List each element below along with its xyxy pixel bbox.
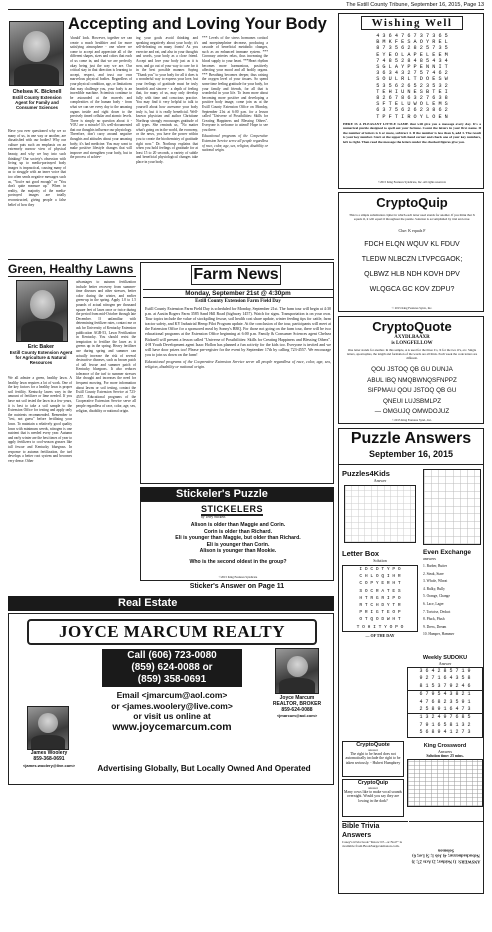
wishing-well-credit: ©2015 King Features Syndicate, Inc. All rights reserved. [377,180,447,184]
agent-email: <james.woolery@live.com> [22,762,76,768]
letter-row: I D C D T Y P O [359,567,401,572]
of-the-day: — OF THE DAY [365,632,395,638]
stickler-logo: STICKELERS [201,504,264,514]
crossword-answers-label: Answers [438,749,452,754]
letter-row: C H L O Q I H R [359,574,401,580]
even-answer: 3. Whole, Wheat [423,579,448,584]
stickler-answer-line: Sticker's Answer on Page 11 [189,583,285,590]
real-estate-ad [8,613,334,785]
cryptoquip-intro: This is a simple substitution cipher in which each letter used stands for another. If you think that X equals O, it will equal O throughout the puzzle. Solution is accomplished by trial and error. [349,213,475,221]
even-exchange-title: Even Exchange [423,549,472,556]
letter-row: R T C H D Y T R [359,603,401,609]
stickler-line: Who is the second oldest in the group? [189,558,287,565]
cq-answer-label: answer [368,748,378,752]
sudoku-row: 4 7 6 8 2 3 5 9 1 [419,698,471,705]
cq-answer-title: CryptoQuote [356,742,390,748]
bible-text: Casey's trivia book "Know It?...or Not?" is available from BookSurge/Amazon.com. [342,840,402,849]
bible-answers-rotated [409,821,483,891]
wishing-well-grid [343,33,481,120]
stickler-byline: by Terry Stickels [201,515,226,519]
sudoku-row: 1 3 2 4 9 7 6 8 5 [419,714,471,721]
agent-left-info [13,751,85,768]
agent-phone: 859-368-0691 [33,755,65,762]
lawn-title: Green, Healthy Lawns [8,262,136,277]
cryptoquote-example [339,335,485,347]
even-answer: 4. Bulky, Bully [423,586,445,591]
wishing-well [338,13,484,189]
king-crossword [407,743,483,813]
even-answer: 7. Tortoise, Deduct [423,609,451,614]
sudoku-row: 9 2 7 1 6 4 3 5 8 [419,675,471,682]
cryptoquote-title: CryptoQuote [372,319,452,334]
sudoku-answer-label: Answer [438,661,452,666]
letter-row: H T R G R I P O [359,595,401,601]
web-label: or visit us online at [133,711,211,722]
bible-trivia [342,821,408,891]
sudoku-row: 7 9 1 6 5 8 1 3 2 [419,721,471,728]
agent-email: <jmarcum@aol.com> [276,713,318,719]
cryptoquote-lines [343,365,481,418]
ww-row: 3 6 3 4 3 2 7 5 7 4 6 2 [376,70,448,77]
stickler-line: Alison is older than Maggie and Corin. [190,522,286,528]
cquip-answer-title: CryptoQuip [357,780,389,786]
email-2[interactable]: or <james.woolery@live.com> [111,700,233,711]
stickler-credit: ©2015 King Features Syndicate [218,575,258,579]
contact-block [79,690,265,732]
agent-photo-right [275,648,319,694]
letter-box [342,549,418,653]
puzzles4kids-grid [344,485,416,543]
agent-name: James Woolery [30,750,68,756]
sudoku-row: 8 1 5 3 7 9 2 4 6 [408,683,482,691]
ww-row: S F T E L U W O L E M S [376,101,448,108]
cryptoquip-answer [342,779,404,817]
farm-news-date: Monday, September 21st @ 4:30pm [143,289,333,298]
author-role: Estill County Extension Agent for Agriculture & Natural Resources [9,350,73,366]
lawn-article [8,262,136,594]
farm-news-title-text: Farm News [193,266,279,283]
sudoku-grid [407,667,483,738]
cryptoquip-line: QLBWZ HLB NDH KOVH DPV [364,271,460,278]
article-closing: Educational programs of the Cooperative Extension Service serve all people regardless of race, color, age, sex, religion, disability or national origin. [202,134,268,153]
sudoku-row: 3 6 4 2 8 5 7 1 9 [419,668,471,674]
agent-photo-left [27,706,69,750]
letter-row: C O P Y E R H T [359,581,401,587]
cryptoquote-line: ABUL IBQ NMQBWNQSFNPPZ [367,376,457,384]
article-col-3: ing your goals avoid thinking and speaking negatively about your body; it's self-defeating on many fronts! As you exercise and eat, and also in your thoughts and words, your body as a close friend. Accept and love your body just as it is now, and go out of your way to care for it in the best possible manner. Saying "Thank you" to your body for all it does is a wonderful way to express your love, but your feelings of gratitude must be truly heartfelt and sincere - a depth of feeling that, for many of us, may only develop fully with time and conscious practice. You may find it very helpful to talk to yourself about how awesome your body truly is, but it is really beneficial. Well-known physician and author Christiane Northrup strongly encourages gratitude of all types. She reminds us, "No matter what's going on in the world, the economy, or the news, you have the power within you to create the biochemistry of gratitude right now." Dr. Northrup explains that when you hold feelings of gratitude for at least 15 to 20 seconds, a variety of subtle and beneficial physiological changes take place in your body. [136,36,198,165]
realty-tagline: Advertising Globally, But Locally Owned And Operated [97,764,311,773]
author-byline [8,89,66,111]
cryptoquip-credit: © 2015 King Features Synd., Inc. [391,306,433,310]
phone-3[interactable]: (859) 358-0691 [137,674,207,685]
ww-row: B M K F E S A O Y R E L [376,39,448,46]
example-top: AXYDLBAAXR [394,335,430,340]
cryptoquote-line: SIFPMAU QOU JSTOQ QB GU [367,387,457,394]
sudoku-answer [407,655,483,741]
even-answer: 8. Pluck, Plush [423,617,445,622]
author-name: Eric Baker [27,344,55,350]
website-link[interactable]: www.joycemarcum.com [112,720,232,733]
stickler-line: Corin is older than Richard. [203,528,273,535]
puzzles4kids [342,469,418,545]
ww-row: T E H I U N E S B T E I [376,88,448,95]
even-exchange [423,549,481,653]
ww-row: 5 3 5 6 2 6 5 2 3 5 3 2 [376,82,448,89]
stickler-line: Eli is younger than Corin. [206,541,270,548]
cryptoquote-line: — OMGUJQ OMWDOJUZ [374,408,450,415]
stickler-line: Alison is younger than Mookie. [199,548,277,555]
article-title: Accepting and Loving Your Body [68,15,327,33]
ww-row: S G L A Y P P E N N I T [376,64,448,71]
author-photo [9,21,64,86]
sudoku-title: Weekly SUDOKU [422,655,468,661]
cryptoquip-line: FDCH ELQN WQUV KL FDUV [364,241,460,248]
fear-crossword [423,469,481,545]
stickler-text [145,522,331,566]
sudoku-row: 5 6 8 9 4 1 2 7 3 [419,729,471,736]
ww-row: E Y E O L A P E L E E M [376,51,448,58]
ww-row: 8 7 3 5 6 2 8 2 5 7 3 5 [376,45,448,52]
article-col-2: 'should' look. However, together we can create a much healthier and far more satisfying atmosphere - one where we come to accept and appreciate all of the different shapes, sizes and colors that each of us come in, and that we are perfectly okay being just the way we are. Our critical stay in that direction is learning to accept, respect, and trust our own marvelous physical bodies. Regardless of your physical condition, age, or limitations that may challenge you, your body is an incredible machine. Scientists continue to be astounded at the marvels and complexities of the human body - from what we can see every day to the amazing organs inside and right down to the precisely timed cellular and atomic levels. There is simply no question about it - YOU are a miracle! It's well-documented that our thoughts influence our physiology. Therefore, don't carry around negative thoughts and attitudes about your amazing body; it's bad medicine. You may want to make positive lifestyle changes that will improve and strengthen your body, but in the process of achiev- [70,36,132,160]
even-exchange-label: answers [423,556,436,561]
agent-phone: 859-624-0088 [281,706,313,713]
cryptoquote-credit: ©2015 King Features Synd., Inc. [392,418,432,422]
farm-news-body-wrap [145,306,331,482]
realty-logo [27,619,317,645]
farm-news-subtitle: Estill County Extension Farm Field Day [195,299,281,304]
letter-row: S O C R A T E S [359,588,401,594]
stickler-box [140,501,334,581]
farm-news [140,262,334,484]
even-answer: 10. Hamper, Hammer [423,632,455,637]
agent-right-info [261,696,333,719]
even-answer: 5. Orange, Change [423,594,450,599]
even-answer: 1. Barber, Butter [423,564,448,568]
crossword-title: King Crossword [423,743,467,749]
cryptoquip-line: WLQGCA GC KOV ZDPU? [369,286,455,293]
cryptoquip [338,192,484,312]
farm-news-closing: Educational programs of the Cooperative Extension Service serve all people regardless of race, color, age, sex, religion, disability or national origin. [145,358,331,370]
farm-news-body: Estill County Extension Farm Field Day is scheduled for Monday, September 21st. The farm tour will begin at 4:30 p.m. at Austin Rogers Farm 3585 Sand Hill Road (highway 1457). Watch for signs. Transportation is on your own. Tour topics include the value of stockpiling fescue, soil health cost share update, winter feeding tips for cattle, farm tractor safety, and KY Industrial Hemp Pilot Program update. At the conclusion of the tour, participants will meet at the Extension Office for a sponsored meal by Sonny's BBQ. For those not going on the farm tour, there will be two educational programs at the Extension Office beginning at 6:00 p.m. Family & Consumer Sciences agent Chelsea Bicknell will present a lesson called "Universe of Possibilities: Skills for Creating Happiness and Blessing Others". 4-H Youth Development agent Isaac Hollon has planned a fun activity for the kids too. Everyone is invited and we will have door prizes too! Please pre-register for the event by September 17th by calling 723-4557. We encourage you to join us down on the farm! [145,306,331,357]
stickler-title: Stickeler's Puzzle [140,487,334,501]
cryptoquip-clue: Clue: K equals F [398,228,426,233]
author-name: Chelsea K. Bicknell [12,89,62,95]
ww-row: 8 2 6 7 8 6 3 2 7 6 3 8 [376,95,448,102]
sudoku-row: 2 5 8 9 1 6 4 7 3 [408,706,482,714]
answers-header [339,429,483,465]
page-header [8,0,484,10]
ww-row: 4 3 6 4 7 6 7 3 7 3 6 5 [376,33,448,39]
agent-name: Joyce Marcum [279,695,315,701]
lawn-byline [8,344,74,366]
even-answer: 9. Dress, Dream [423,624,447,629]
article-col-1: Have you ever questioned why we so many of us, in one way or another, are dissatisfied with our bodies? Why our culture puts such an emphasis on an extremely narrow view of physical beauty, and why we buy into such thinking? Our society's obsession with living up to media-portrayed body images is impractical, causing many of us to struggle with an inner voice that too often sends negative messages such as, "You're not good enough" or "You don't quite measure up." When in reality, the majority of the media-portrayed images are totally reconstructed, giving people a false belief of how they [8,129,66,207]
author-photo [16,280,68,342]
lawn-col-2: advantages to autumn fertilization include better recovery from summer-time diseases and other stresses, better color during the winter, and earlier green-up in the spring. Apply 1.0 to 1.5 pounds of actual nitrogen per thousand square feet of lawn once or twice during the period from mid-October through late December. If unfamiliar with determining fertilizer rates, contact me or ask for University of Kentucky Extension publication AGR-53, Lawn Fertilization in Kentucky. You should resist the temptation to fertilize the lawn as it greens up in the spring. Heavy fertilizer use during spring and summer can actually increase the risk of several destructive diseases, such as brown patch of tall fescue and summer patch of Kentucky bluegrass. It also reduces tolerance of the turf to summer stresses like drought and increases the need for frequent mowing. For more information about lawns or soil testing, contact the Estill County Extension Service at 723-4557. Educational programs of the Cooperative Extension Service serve all people regardless of race, color, age, sex, religion, disability or national origin. [76,280,136,413]
wishing-well-instructions: HERE IS A PLEASANT LITTLE GAME that will give you a message every day. It's a numerical puzzle designed to spell out your fortune. Count the letters in your first name. If the number of letters is 6 or more, subtract 4. If the number is less than 6, add 3. The result is your key number. Start at the upper left-hand corner and check one of your key numbers, left to right. Then read the message the letters under the checked figures give you. [343,122,481,144]
even-answer: 6. Lace, Lager [423,601,444,606]
realty-name: JOYCE MARCUM REALTY [58,622,286,641]
article-col-4-wrap [202,36,268,257]
even-answer: 2. Steak, Stare [423,571,444,576]
crossword-time: Solution time: 25 mins. [426,754,464,758]
phone-block [102,649,242,687]
crossword-grid [407,759,483,807]
ww-row: 6 3 7 5 6 2 6 2 3 8 6 2 [376,107,448,114]
article-body-image [8,13,334,257]
cq-answer-text: The right to be heard does not automatically include the right to be taken seriously. - Hubert Humphrey [345,752,401,765]
cryptoquote-answer [342,741,404,777]
farm-news-title [191,265,281,285]
answers-title: Puzzle Answers [350,430,472,447]
puzzles4kids-title: Puzzles4Kids [342,469,390,478]
cryptoquip-title: CryptoQuip [376,195,448,210]
phone-2[interactable]: (859) 624-0088 or [131,662,213,673]
letter-row: T O H I T Y O P O [356,624,404,630]
ww-row: T P F T I R O Y L O E N [376,113,448,120]
email-1[interactable]: Email <jmarcum@aol.com> [116,690,228,700]
agent-role: REALTOR, BROKER [272,700,322,707]
cryptoquote [338,316,484,424]
cryptoquote-line: QOU JSTOQ QB GU DUNJA [371,366,453,373]
cryptoquip-lines [343,237,481,297]
header-text: The Estill County Tribune, September 16, 2015, Page 13 [346,1,484,8]
answers-date: September 16, 2015 [368,449,454,459]
real-estate-title: Real Estate [8,596,334,611]
cryptoquote-intro: One letter stands for another. In this sample, A is used for the three L's, X for the two O's, etc. Single letters, apostrophes, the length and formation of the words are all hints. Each week the code letters are different. [346,348,478,360]
lawn-col-1: We all admire a green, healthy lawn. A healthy lawn requires a lot of work. One of the key factors for a healthy lawn is proper soil fertility. Kentucky lawns vary in the amount of fertilizer or lime needed. If you have not soil tested the lawn in a few years, it is best to take a soil sample to the Extension Office for testing and apply only the nutrients recommended. Remember to "test, not guess" before fertilizing your lawn. To maintain a relatively good quality lawn with minimum weeds, nitrogen is one nutrient that is needed every year. Autumn and early winter are the best times of year to apply fertilizers to cool-season grasses like tall fescue and Kentucky bluegrass. In response to autumn fertilization, the turf develops a better root system and becomes very dense. Other [8,376,72,463]
letter-box-title: Letter Box [342,549,380,558]
bible-answers-text: ANSWERS: 1) Neither; 2) Acts 27; 3) Nebuchadnezzar; 4) Job 1; 5) Lot; 6) Solomon [411,848,481,865]
article-col-4: *** Levels of the stress hormones cortisol and norepinephrine decrease, producing a cascade of beneficial metabolic changes, such as an enhanced immune system. *** Coronary arteries relax, thus increasing the blood supply to your heart. ***Heart rhythm becomes more harmonious, positively affecting your mood and all bodily organs. *** Breathing becomes deeper, thus raising the oxygen level of your tissues. So spend some time feeling gratitude for your body, for your family and friends, for all that is wonderful in your life. To learn more about becoming more positive and developing a positive body image, come join us at the Estill County Extension Office on Monday, September 21st at 6:00 p.m. for a lesson called "Universe of Possibilities: Skills for Creating Happiness and Blessing Others". Everyone is welcome to attend! Hope to see you there. [202,36,268,132]
divider [8,259,334,260]
letter-box-solution-label: Solution [373,558,387,563]
puzzles4kids-answer-label: Answer [373,478,387,483]
cquip-answer-label: answer [368,786,378,790]
ww-row: 7 4 8 5 2 8 4 8 5 4 3 4 [376,57,448,64]
cryptoquote-line: QNEUI LUJSBMLPZ [382,397,442,405]
wishing-well-title: Wishing Well [361,16,463,30]
cquip-answer-text: Many cows like to make vocal sounds overnight. Would you say they are lowing in the dark? [344,790,402,803]
even-exchange-list [423,563,481,639]
cryptoquip-line: TLEDW NLBCZN LTVPCGAOK; [361,256,463,263]
letter-row: O T Q O D W H T [359,617,401,623]
author-role: Estill County Extension Agent for Family and Consumer Sciences [12,95,62,111]
puzzle-answers [338,428,484,894]
example-bottom: is LONGFELLOW [391,341,433,346]
stickler-line: Eli is younger than Maggie, but older than Richard. [175,535,301,542]
sudoku-row: 6 7 9 5 4 3 8 2 1 [419,691,471,698]
bible-title: Bible Trivia Answers [342,823,380,839]
phone-1[interactable]: Call (606) 723-0080 [127,650,217,661]
letter-box-grid [342,565,418,632]
letter-row: P R I G T E O P [359,610,401,616]
ww-row: S O U L R L T D O E S W [376,76,448,83]
